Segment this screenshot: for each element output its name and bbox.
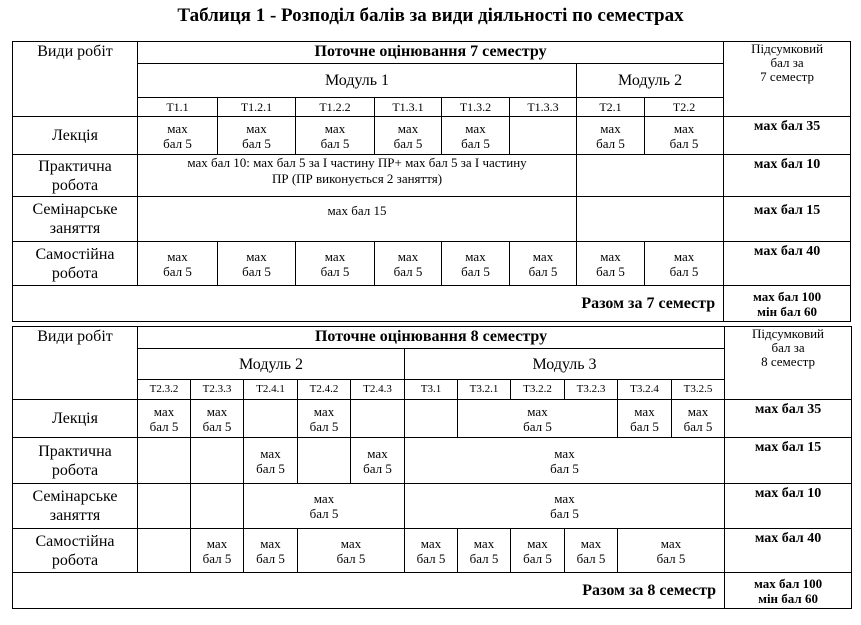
row-total: мах бал 35	[725, 400, 852, 438]
score-cell: мах бал 5	[618, 400, 672, 438]
score-cell: мах бал 5	[138, 400, 191, 438]
score-cell: мах бал 5	[645, 242, 724, 286]
sem7-module2: Модуль 2	[577, 64, 724, 98]
score-cell: мах бал 5	[565, 529, 618, 573]
topic-header: T2.4.2	[298, 380, 351, 400]
empty-cell	[510, 117, 577, 155]
score-cell: мах бал 5	[458, 529, 511, 573]
score-cell: мах бал 5	[296, 117, 375, 155]
topic-header: T2.3.2	[138, 380, 191, 400]
row-label-seminar: Семінарське заняття	[13, 197, 138, 242]
topic-header: T2.4.3	[351, 380, 405, 400]
empty-cell	[577, 155, 724, 197]
score-cell: мах бал 5	[405, 529, 458, 573]
score-cell: мах бал 5	[351, 438, 405, 484]
score-cell: мах бал 5	[218, 117, 296, 155]
score-cell: мах бал 5	[577, 117, 645, 155]
topic-header: T2.2	[645, 98, 724, 117]
topic-header: T3.2.4	[618, 380, 672, 400]
topic-header: T2.1	[577, 98, 645, 117]
topic-header: T3.2.1	[458, 380, 511, 400]
sem8-final-header: Підсумковий бал за 8 семестр	[725, 327, 852, 400]
sem7-final-header: Підсумковий бал за 7 семестр	[724, 42, 851, 117]
score-cell: мах бал 5	[138, 242, 218, 286]
sem8-sum-total: мах бал 100 мін бал 60	[725, 573, 852, 609]
row-total: мах бал 40	[724, 242, 851, 286]
topic-header: T3.2.3	[565, 380, 618, 400]
score-cell: мах бал 5	[244, 438, 298, 484]
score-cell: мах бал 5	[577, 242, 645, 286]
sem7-sum-total: мах бал 100 мін бал 60	[724, 286, 851, 322]
empty-cell	[138, 484, 191, 529]
empty-cell	[298, 438, 351, 484]
topic-header: T1.3.1	[375, 98, 442, 117]
empty-cell	[191, 484, 244, 529]
grading-table-sem7	[12, 41, 851, 322]
score-cell: мах бал 5	[244, 529, 298, 573]
score-cell: мах бал 5	[244, 484, 405, 529]
topic-header: T1.3.3	[510, 98, 577, 117]
empty-cell	[577, 197, 724, 242]
score-cell: мах бал 5	[511, 529, 565, 573]
row-total: мах бал 15	[725, 438, 852, 484]
practice-description: мах бал 10: мах бал 5 за І частину ПР+ мах бал 5 за І частину ПР (ПР виконується 2 заняття)	[138, 155, 577, 197]
score-cell: мах бал 5	[375, 117, 442, 155]
row-total: мах бал 10	[725, 484, 852, 529]
page-title: Таблиця 1 - Розподіл балів за види діяльності по семестрах	[177, 5, 684, 26]
score-cell: мах бал 5	[298, 529, 405, 573]
topic-header: T2.4.1	[244, 380, 298, 400]
sem7-sum-label: Разом за 7 семестр	[13, 286, 724, 322]
score-cell: мах бал 5	[218, 242, 296, 286]
score-cell: мах бал 5	[191, 529, 244, 573]
score-cell: мах бал 5	[138, 117, 218, 155]
empty-cell	[405, 400, 458, 438]
row-label-self: Самостійна робота	[13, 242, 138, 286]
score-cell: мах бал 5	[405, 438, 725, 484]
sem7-current-header: Поточне оцінювання 7 семестру	[138, 42, 724, 64]
topic-header: T3.2.5	[672, 380, 725, 400]
work-types-header: Види робіт	[13, 42, 138, 117]
empty-cell	[138, 438, 191, 484]
score-cell: мах бал 5	[458, 400, 618, 438]
score-cell: мах бал 5	[645, 117, 724, 155]
score-cell: мах бал 5	[375, 242, 442, 286]
empty-cell	[138, 529, 191, 573]
row-label-practice: Практична робота	[13, 438, 138, 484]
seminar-description: мах бал 15	[138, 197, 577, 242]
sem7-module1: Модуль 1	[138, 64, 577, 98]
grading-table-sem8	[12, 326, 852, 609]
row-total: мах бал 15	[724, 197, 851, 242]
score-cell: мах бал 5	[442, 242, 510, 286]
topic-header: T3.1	[405, 380, 458, 400]
topic-header: T1.2.2	[296, 98, 375, 117]
empty-cell	[351, 400, 405, 438]
row-total: мах бал 10	[724, 155, 851, 197]
score-cell: мах бал 5	[618, 529, 725, 573]
empty-cell	[191, 438, 244, 484]
row-label-practice: Практична робота	[13, 155, 138, 197]
score-cell: мах бал 5	[672, 400, 725, 438]
topic-header: T2.3.3	[191, 380, 244, 400]
score-cell: мах бал 5	[191, 400, 244, 438]
topic-header: T1.3.2	[442, 98, 510, 117]
sem8-sum-label: Разом за 8 семестр	[13, 573, 725, 609]
work-types-header: Види робіт	[13, 327, 138, 400]
score-cell: мах бал 5	[296, 242, 375, 286]
score-cell: мах бал 5	[510, 242, 577, 286]
score-cell: мах бал 5	[298, 400, 351, 438]
topic-header: T1.2.1	[218, 98, 296, 117]
topic-header: T3.2.2	[511, 380, 565, 400]
row-label-lecture: Лекція	[13, 400, 138, 438]
score-cell: мах бал 5	[442, 117, 510, 155]
row-total: мах бал 35	[724, 117, 851, 155]
empty-cell	[244, 400, 298, 438]
score-cell: мах бал 5	[405, 484, 725, 529]
sem8-module3: Модуль 3	[405, 349, 725, 380]
row-label-self: Самостійна робота	[13, 529, 138, 573]
topic-header: T1.1	[138, 98, 218, 117]
row-label-lecture: Лекція	[13, 117, 138, 155]
row-label-seminar: Семінарське заняття	[13, 484, 138, 529]
sem8-current-header: Поточне оцінювання 8 семестру	[138, 327, 725, 349]
sem8-module2: Модуль 2	[138, 349, 405, 380]
row-total: мах бал 40	[725, 529, 852, 573]
